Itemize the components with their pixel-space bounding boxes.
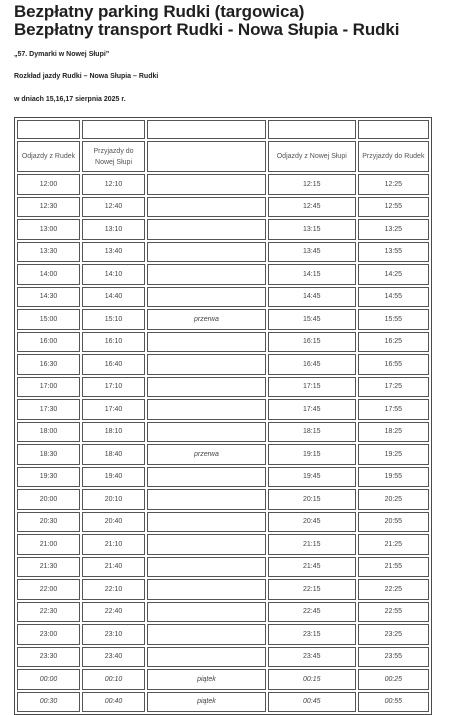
table-row: [17, 669, 429, 690]
arrival-rudki-cell: 21:55: [358, 557, 429, 578]
departure-nowa-slupia-cell: 20:45: [268, 512, 356, 533]
note-cell: [147, 557, 266, 578]
departure-rudki-cell: 13:00: [17, 219, 80, 240]
departure-rudki-cell: 17:30: [17, 399, 80, 420]
arrival-rudki-cell: 16:25: [358, 332, 429, 353]
departure-rudki-cell: 15:00: [17, 309, 80, 330]
departure-rudki-cell: 00:00: [17, 669, 80, 690]
table-cell: [147, 120, 266, 139]
departure-rudki-cell: 14:30: [17, 287, 80, 308]
arrival-rudki-cell: 23:55: [358, 647, 429, 668]
note-cell: [147, 422, 266, 443]
departure-rudki-cell: 20:00: [17, 489, 80, 510]
departure-rudki-cell: 20:30: [17, 512, 80, 533]
departure-nowa-slupia-cell: 00:15: [268, 669, 356, 690]
table-header-row: [17, 141, 429, 172]
arrival-rudki-cell: 14:55: [358, 287, 429, 308]
arrival-nowa-slupia-cell: 00:10: [82, 669, 145, 690]
arrival-rudki-cell: 17:25: [358, 377, 429, 398]
departure-rudki-cell: 23:30: [17, 647, 80, 668]
departure-nowa-slupia-cell: 13:15: [268, 219, 356, 240]
arrival-rudki-cell: 21:25: [358, 534, 429, 555]
header-arrivals-rudki: Przyjazdy do Rudek: [358, 141, 429, 172]
note-cell: [147, 534, 266, 555]
departure-nowa-slupia-cell: 17:45: [268, 399, 356, 420]
departure-nowa-slupia-cell: 22:15: [268, 579, 356, 600]
table-row: [17, 287, 429, 308]
arrival-nowa-slupia-cell: 13:10: [82, 219, 145, 240]
arrival-nowa-slupia-cell: 13:40: [82, 242, 145, 263]
departure-nowa-slupia-cell: 23:15: [268, 624, 356, 645]
table-row: [17, 467, 429, 488]
table-row: [17, 399, 429, 420]
departure-rudki-cell: 16:30: [17, 354, 80, 375]
departure-rudki-cell: 00:30: [17, 692, 80, 713]
departure-nowa-slupia-cell: 12:45: [268, 197, 356, 218]
arrival-nowa-slupia-cell: 14:40: [82, 287, 145, 308]
departure-nowa-slupia-cell: 14:45: [268, 287, 356, 308]
arrival-rudki-cell: 20:55: [358, 512, 429, 533]
table-row: [17, 219, 429, 240]
header-departures-rudki: Odjazdy z Rudek: [17, 141, 80, 172]
arrival-nowa-slupia-cell: 20:10: [82, 489, 145, 510]
departure-rudki-cell: 12:00: [17, 174, 80, 195]
arrival-rudki-cell: 15:55: [358, 309, 429, 330]
note-cell: [147, 354, 266, 375]
note-cell: [147, 197, 266, 218]
note-cell: [147, 602, 266, 623]
arrival-nowa-slupia-cell: 21:40: [82, 557, 145, 578]
table-cell: [268, 120, 356, 139]
departure-rudki-cell: 21:30: [17, 557, 80, 578]
table-row: [17, 647, 429, 668]
departure-nowa-slupia-cell: 19:15: [268, 444, 356, 465]
arrival-rudki-cell: 00:55: [358, 692, 429, 713]
dates-label: w dniach 15,16,17 sierpnia 2025 r.: [14, 96, 126, 103]
arrival-rudki-cell: 13:55: [358, 242, 429, 263]
arrival-nowa-slupia-cell: 23:40: [82, 647, 145, 668]
arrival-rudki-cell: 19:55: [358, 467, 429, 488]
table-row: [17, 197, 429, 218]
arrival-nowa-slupia-cell: 16:10: [82, 332, 145, 353]
table-row: [17, 422, 429, 443]
departure-rudki-cell: 18:00: [17, 422, 80, 443]
arrival-rudki-cell: 22:55: [358, 602, 429, 623]
departure-nowa-slupia-cell: 21:15: [268, 534, 356, 555]
arrival-rudki-cell: 14:25: [358, 264, 429, 285]
arrival-rudki-cell: 22:25: [358, 579, 429, 600]
departure-nowa-slupia-cell: 15:45: [268, 309, 356, 330]
arrival-nowa-slupia-cell: 22:10: [82, 579, 145, 600]
table-row: [17, 242, 429, 263]
departure-nowa-slupia-cell: 16:45: [268, 354, 356, 375]
departure-nowa-slupia-cell: 12:15: [268, 174, 356, 195]
table-row: [17, 332, 429, 353]
arrival-rudki-cell: 18:25: [358, 422, 429, 443]
arrival-nowa-slupia-cell: 12:40: [82, 197, 145, 218]
departure-rudki-cell: 14:00: [17, 264, 80, 285]
note-cell: [147, 512, 266, 533]
table-row: [17, 579, 429, 600]
arrival-nowa-slupia-cell: 17:10: [82, 377, 145, 398]
table-row: [17, 377, 429, 398]
departure-nowa-slupia-cell: 22:45: [268, 602, 356, 623]
arrival-nowa-slupia-cell: 18:10: [82, 422, 145, 443]
table-row: [17, 354, 429, 375]
header-arrivals-nowa-slupia: Przyjazdy do Nowej Słupi: [82, 141, 145, 172]
departure-rudki-cell: 18:30: [17, 444, 80, 465]
schedule-body: [17, 120, 429, 712]
table-row: [17, 602, 429, 623]
arrival-nowa-slupia-cell: 21:10: [82, 534, 145, 555]
arrival-rudki-cell: 17:55: [358, 399, 429, 420]
departure-nowa-slupia-cell: 17:15: [268, 377, 356, 398]
departure-rudki-cell: 22:30: [17, 602, 80, 623]
table-cell: [17, 120, 80, 139]
table-row: [17, 174, 429, 195]
table-row: [17, 692, 429, 713]
table-row: [17, 557, 429, 578]
table-row: [17, 534, 429, 555]
departure-rudki-cell: 21:00: [17, 534, 80, 555]
note-cell: [147, 264, 266, 285]
note-cell: piątek: [147, 692, 266, 713]
departure-rudki-cell: 23:00: [17, 624, 80, 645]
arrival-rudki-cell: 00:25: [358, 669, 429, 690]
note-cell: piątek: [147, 669, 266, 690]
table-cell: [82, 120, 145, 139]
departure-rudki-cell: 16:00: [17, 332, 80, 353]
departure-rudki-cell: 13:30: [17, 242, 80, 263]
note-cell: [147, 287, 266, 308]
note-cell: [147, 377, 266, 398]
table-row: [17, 264, 429, 285]
arrival-rudki-cell: 20:25: [358, 489, 429, 510]
departure-nowa-slupia-cell: 13:45: [268, 242, 356, 263]
note-cell: [147, 399, 266, 420]
page-title: [14, 3, 399, 39]
departure-nowa-slupia-cell: 18:15: [268, 422, 356, 443]
arrival-nowa-slupia-cell: 15:10: [82, 309, 145, 330]
departure-rudki-cell: 17:00: [17, 377, 80, 398]
arrival-rudki-cell: 13:25: [358, 219, 429, 240]
arrival-nowa-slupia-cell: 18:40: [82, 444, 145, 465]
route-label: Rozkład jazdy Rudki – Nowa Słupia – Rudki: [14, 73, 159, 80]
note-cell: przerwa: [147, 444, 266, 465]
table-spacer-row: [17, 120, 429, 139]
note-cell: [147, 624, 266, 645]
arrival-nowa-slupia-cell: 16:40: [82, 354, 145, 375]
departure-rudki-cell: 19:30: [17, 467, 80, 488]
arrival-nowa-slupia-cell: 22:40: [82, 602, 145, 623]
note-cell: przerwa: [147, 309, 266, 330]
table-row: [17, 444, 429, 465]
arrival-nowa-slupia-cell: 23:10: [82, 624, 145, 645]
table-cell: [358, 120, 429, 139]
note-cell: [147, 467, 266, 488]
table-row: [17, 489, 429, 510]
header-departures-nowa-slupia: Odjazdy z Nowej Słupi: [268, 141, 356, 172]
arrival-rudki-cell: 23:25: [358, 624, 429, 645]
departure-nowa-slupia-cell: 14:15: [268, 264, 356, 285]
arrival-nowa-slupia-cell: 00:40: [82, 692, 145, 713]
table-row: [17, 512, 429, 533]
arrival-nowa-slupia-cell: 20:40: [82, 512, 145, 533]
arrival-nowa-slupia-cell: 17:40: [82, 399, 145, 420]
note-cell: [147, 579, 266, 600]
note-cell: [147, 332, 266, 353]
event-name: „57. Dymarki w Nowej Słupi”: [14, 51, 110, 58]
departure-nowa-slupia-cell: 19:45: [268, 467, 356, 488]
arrival-rudki-cell: 16:55: [358, 354, 429, 375]
title-line-parking: Bezpłatny parking Rudki (targowica): [14, 2, 305, 21]
arrival-nowa-slupia-cell: 14:10: [82, 264, 145, 285]
table-row: [17, 309, 429, 330]
title-line-transport: Bezpłatny transport Rudki - Nowa Słupia - Rudki: [14, 20, 400, 39]
arrival-rudki-cell: 12:25: [358, 174, 429, 195]
note-cell: [147, 242, 266, 263]
departure-nowa-slupia-cell: 00:45: [268, 692, 356, 713]
schedule-table: [14, 117, 432, 715]
arrival-rudki-cell: 19:25: [358, 444, 429, 465]
header-notes: [147, 141, 266, 172]
arrival-rudki-cell: 12:55: [358, 197, 429, 218]
departure-nowa-slupia-cell: 16:15: [268, 332, 356, 353]
note-cell: [147, 174, 266, 195]
note-cell: [147, 219, 266, 240]
arrival-nowa-slupia-cell: 19:40: [82, 467, 145, 488]
departure-nowa-slupia-cell: 23:45: [268, 647, 356, 668]
arrival-nowa-slupia-cell: 12:10: [82, 174, 145, 195]
departure-rudki-cell: 12:30: [17, 197, 80, 218]
note-cell: [147, 647, 266, 668]
departure-rudki-cell: 22:00: [17, 579, 80, 600]
departure-nowa-slupia-cell: 21:45: [268, 557, 356, 578]
table-row: [17, 624, 429, 645]
note-cell: [147, 489, 266, 510]
departure-nowa-slupia-cell: 20:15: [268, 489, 356, 510]
